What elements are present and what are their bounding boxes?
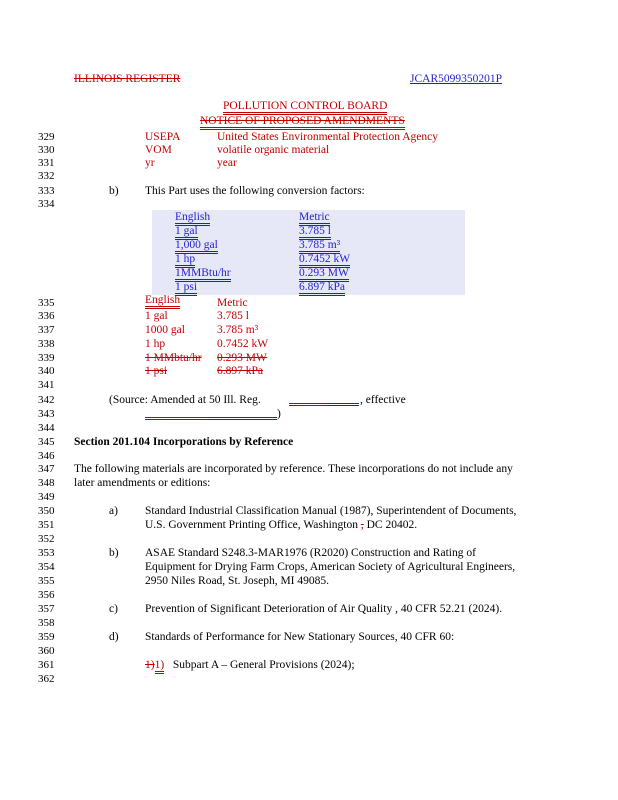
new-table-cell: 0.7452 kW — [299, 254, 350, 268]
line-number: 340 — [38, 365, 55, 377]
line-number: 339 — [38, 352, 55, 364]
line-number: 357 — [38, 603, 55, 615]
old-table-cell: 3.785 l — [217, 310, 249, 322]
line-number: 350 — [38, 505, 55, 517]
source-blank-red — [289, 393, 325, 406]
new-table-header-english: English — [175, 212, 210, 226]
old-table-cell: 1 hp — [145, 338, 166, 350]
source-note-effective: , effective — [360, 394, 406, 406]
line-number: 359 — [38, 631, 55, 643]
abbrev-term: VOM — [145, 144, 172, 156]
item-a-label: a) — [109, 505, 118, 517]
abbrev-term: yr — [145, 157, 155, 169]
line-number: 353 — [38, 547, 55, 559]
line-number: 331 — [38, 157, 55, 169]
header-notice: NOTICE OF PROPOSED AMENDMENTS — [200, 115, 405, 130]
source-note-prefix: (Source: Amended at 50 Ill. Reg. — [109, 394, 261, 406]
effective-blank-red — [145, 407, 207, 420]
old-table-header-metric: Metric — [217, 297, 248, 309]
old-table-cell: 1 gal — [145, 310, 168, 322]
intro-line-2: later amendments or editions: — [74, 477, 211, 489]
line-number: 334 — [38, 198, 55, 210]
new-table-cell: 3.785 l — [299, 226, 331, 240]
item-d1-line — [145, 658, 355, 672]
line-number: 335 — [38, 297, 55, 309]
header-register-title: ILLINOIS REGISTER — [74, 73, 181, 85]
line-number: 356 — [38, 589, 55, 601]
line-number: 351 — [38, 519, 55, 531]
item-c-text: Prevention of Significant Deterioration of Air Quality , 40 CFR 52.21 (2024). — [145, 603, 503, 615]
source-note-close: ) — [277, 408, 281, 420]
line-number: 332 — [38, 170, 55, 182]
line-number: 358 — [38, 617, 55, 629]
abbrev-definition: volatile organic material — [217, 144, 330, 156]
new-table-cell: 6.897 kPa — [299, 282, 345, 296]
old-table-header-english: English — [145, 295, 180, 309]
effective-blank-blue — [207, 407, 277, 420]
old-table-cell-deleted: 6.897 kPa — [217, 365, 263, 377]
new-table-cell: 1 gal — [175, 226, 198, 240]
old-table-cell-deleted: 0.293 MW — [217, 352, 267, 364]
item-c-label: c) — [109, 603, 118, 615]
line-number: 333 — [38, 185, 55, 197]
old-table-cell: 1000 gal — [145, 324, 185, 336]
line-number: 362 — [38, 673, 55, 685]
old-table-cell: 0.7452 kW — [217, 338, 269, 350]
item-a-line-2-text: U.S. Government Printing Office, Washington — [145, 519, 358, 531]
item-a-deleted-comma: , — [360, 519, 364, 531]
new-table-cell: 1 hp — [175, 254, 195, 268]
line-number: 345 — [38, 436, 55, 448]
abbrev-definition: year — [217, 157, 237, 169]
new-table-header-metric: Metric — [299, 212, 330, 226]
line-number: 343 — [38, 408, 55, 420]
new-table-cell: 3.785 m³ — [299, 240, 340, 254]
item-d-text: Standards of Performance for New Stationary Sources, 40 CFR 60: — [145, 631, 455, 643]
line-number: 348 — [38, 477, 55, 489]
source-blank-blue — [325, 393, 359, 406]
line-number: 361 — [38, 659, 55, 671]
item-b-label: b) — [109, 547, 119, 559]
item-a-line-1: Standard Industrial Classification Manual (1987), Superintendent of Documents, — [145, 505, 517, 517]
item-b-line-3: 2950 Niles Road, St. Joseph, MI 49085. — [145, 575, 329, 587]
header-jcar-id: JCAR5099350201P — [410, 73, 503, 85]
new-table-cell: 0.293 MW — [299, 268, 349, 282]
subsection-label: b) — [109, 185, 119, 197]
old-table-cell-deleted: 1 MMbtu/hr — [145, 352, 202, 364]
intro-line-1: The following materials are incorporated by reference. These incorporations do not include any — [74, 463, 513, 475]
line-number: 347 — [38, 463, 55, 475]
item-d1-text: Subpart A – General Provisions (2024); — [172, 659, 355, 671]
item-a-line-2 — [145, 518, 417, 532]
old-table-cell-deleted: 1 psi — [145, 365, 168, 377]
line-number: 337 — [38, 324, 55, 336]
item-d1-inserted-label: 1) — [155, 659, 165, 674]
line-number: 342 — [38, 394, 55, 406]
line-number: 352 — [38, 533, 55, 545]
abbrev-definition: United States Environmental Protection Agency — [217, 131, 439, 143]
line-number: 346 — [38, 450, 55, 462]
new-table-cell: 1MMBtu/hr — [175, 268, 231, 282]
new-table-cell: 1,000 gal — [175, 240, 218, 254]
item-a-line-2-end: DC 20402. — [366, 519, 418, 531]
line-number: 344 — [38, 422, 55, 434]
line-number: 330 — [38, 144, 55, 156]
item-b-line-2: Equipment for Drying Farm Crops, American Society of Agricultural Engineers, — [145, 561, 516, 573]
line-number: 341 — [38, 379, 55, 391]
item-d1-deleted-label: 1) — [145, 659, 155, 671]
line-number: 360 — [38, 645, 55, 657]
line-number: 338 — [38, 338, 55, 350]
old-table-cell: 3.785 m³ — [217, 324, 259, 336]
line-number: 349 — [38, 491, 55, 503]
section-heading: Section 201.104 Incorporations by Reference — [74, 436, 294, 448]
new-table-cell: 1 psi — [175, 282, 197, 296]
line-number: 336 — [38, 310, 55, 322]
line-number: 329 — [38, 131, 55, 143]
item-d-label: d) — [109, 631, 119, 643]
subsection-text: This Part uses the following conversion factors: — [145, 185, 365, 197]
header-board-name: POLLUTION CONTROL BOARD — [223, 100, 387, 115]
line-number: 355 — [38, 575, 55, 587]
item-b-line-1: ASAE Standard S248.3-MAR1976 (R2020) Construction and Rating of — [145, 547, 476, 559]
abbrev-term: USEPA — [145, 131, 181, 143]
line-number: 354 — [38, 561, 55, 573]
